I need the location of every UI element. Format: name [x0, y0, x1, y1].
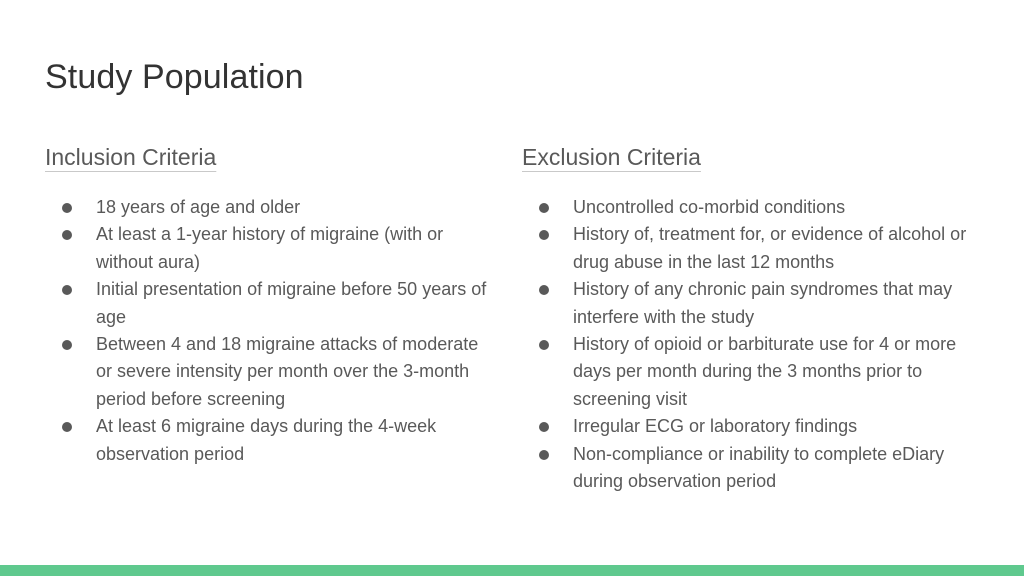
list-item — [45, 221, 495, 276]
list-item-text: At least a 1-year history of migraine (with or without aura) — [96, 224, 444, 272]
exclusion-column — [522, 143, 972, 495]
list-item — [522, 276, 972, 331]
list-item — [45, 194, 495, 221]
accent-bar — [0, 565, 1024, 576]
bullet-icon — [62, 203, 72, 213]
list-item — [522, 194, 972, 221]
bullet-icon — [539, 422, 549, 432]
inclusion-heading: Inclusion Criteria — [45, 144, 217, 170]
bullet-icon — [539, 340, 549, 350]
bullet-icon — [62, 422, 72, 432]
list-item-text: 18 years of age and older — [96, 197, 301, 217]
list-item-text: Between 4 and 18 migraine attacks of moderate or severe intensity per month over the 3-month period before screening — [96, 334, 479, 409]
list-item-text: At least 6 migraine days during the 4-week observation period — [96, 416, 437, 464]
bullet-icon — [539, 450, 549, 460]
slide-title: Study Population — [45, 58, 304, 96]
inclusion-column — [45, 143, 495, 468]
list-item — [522, 331, 972, 413]
list-item — [45, 276, 495, 331]
list-item-text: Initial presentation of migraine before 50 years of age — [96, 279, 487, 327]
bullet-icon — [539, 203, 549, 213]
inclusion-list — [45, 194, 495, 468]
list-item-text: Irregular ECG or laboratory findings — [573, 416, 858, 437]
exclusion-heading: Exclusion Criteria — [522, 144, 701, 170]
list-item-text: Non-compliance or inability to complete eDiary during observation period — [573, 443, 945, 492]
list-item — [522, 221, 972, 276]
bullet-icon — [539, 230, 549, 240]
list-item-text: History of opioid or barbiturate use for 4 or more days per month during the 3 months prior to screening visit — [573, 334, 957, 409]
bullet-icon — [62, 230, 72, 240]
exclusion-list — [522, 194, 972, 495]
list-item — [522, 441, 972, 496]
list-item — [45, 413, 495, 468]
bullet-icon — [62, 285, 72, 295]
list-item — [45, 331, 495, 413]
list-item — [522, 413, 972, 440]
list-item-text: History of, treatment for, or evidence of alcohol or drug abuse in the last 12 months — [573, 224, 967, 272]
bullet-icon — [62, 340, 72, 350]
list-item-text: Uncontrolled co-morbid conditions — [573, 197, 846, 217]
list-item-text: History of any chronic pain syndromes that may interfere with the study — [573, 279, 953, 327]
bullet-icon — [539, 285, 549, 295]
